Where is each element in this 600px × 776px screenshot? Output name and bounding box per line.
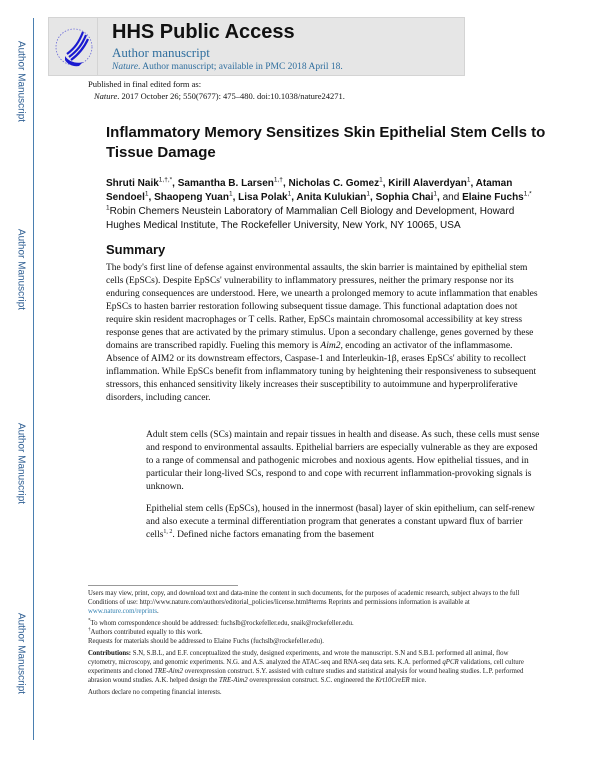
author-affiliation-mark: 1 bbox=[433, 190, 438, 198]
author-affiliation-mark: 1 bbox=[379, 176, 383, 184]
author-affiliation-mark: 1,†,* bbox=[158, 176, 173, 184]
abstract: The body's first line of defense against environmental assaults, the skin barrier is maintained by epithelial stem cells (EpSCs). Despite EpSCs' vulnerability to inflammatory pressures, neither the primary response nor its enduring consequences are understood. Here, we unearth a prolonged memory to acute inflammation that enables EpSCs to hasten barrier restoration following subsequent tissue damage. This functional adaptation does not require skin resident macrophages or T cells. Rather, EpSCs maintain chromosomal accessibility at key stress response genes that are activated by the primary stimulus. Upon a secondary challenge, genes governed by these domains are transcribed rapidly. Fueling this memory is Aim2, encoding an activator of the inflammasome. Absence of AIM2 or its downstream effectors, Caspase-1 and Interleukin-1β, erases EpSCs' ability to recollect inflammation. While EpSCs benefit from inflammatory tuning by heightening their responsiveness to subsequent stressors, this enhanced sensitivity likely increases their susceptibility to autoimmune and hyperproliferative disorders, including cancer. bbox=[106, 263, 538, 403]
requests-note: Requests for materials should be addressed to Elaine Fuchs (fuchslb@rockefeller.edu). bbox=[88, 638, 324, 645]
summary-heading: Summary bbox=[106, 242, 166, 257]
reprints-link[interactable]: www.nature.com/reprints bbox=[88, 608, 158, 615]
body-paragraph: Epithelial stem cells (EpSCs), housed in the innermost (basal) layer of skin epithelium, can self-renew and also execute a terminal differentiation program that generates a constant upward flux of barrier cells$^{1, 2}$. Defined niche factors emanating from the basement bbox=[146, 504, 535, 540]
hhs-eagle-logo-icon bbox=[49, 18, 98, 75]
author-affiliation-mark: 1 bbox=[366, 190, 371, 198]
hhs-header bbox=[48, 17, 465, 76]
author-name: Lisa Polak bbox=[238, 191, 288, 203]
author-name: Kirill Alaverdyan bbox=[388, 178, 467, 189]
availability bbox=[112, 62, 343, 72]
author-name: Nicholas C. Gomez bbox=[288, 178, 380, 189]
author-name: Shruti Naik bbox=[106, 178, 159, 189]
published-info bbox=[88, 78, 345, 102]
author-name: Anita Kulukian bbox=[296, 191, 367, 203]
footnote-divider bbox=[88, 585, 238, 586]
affiliation-text: Robin Chemers Neustein Laboratory of Mammalian Cell Biology and Development, Howard Hughes Medical Institute, The Rockefeller University, New York, NY 10065, USA bbox=[106, 206, 515, 231]
side-label-author-manuscript: Author Manuscript bbox=[15, 40, 27, 123]
author-affiliation-mark: 1,* bbox=[523, 190, 532, 198]
author-name: Ataman Sendoel bbox=[106, 178, 513, 203]
citation bbox=[88, 90, 345, 102]
author-name: Sophia Chai bbox=[375, 191, 434, 203]
affiliation bbox=[106, 205, 546, 232]
author-list: Shruti Naik$^{1,\dagger,*}$, Samantha B. Larsen$^{1,\dagger}$, Nicholas C. Gomez$^1$, Kirill Alaverdyan$^1$, Ataman Sendoel$^1$, Shaopeng Yuan$^1$, Lisa Polak$^1$, Anita Kulukian$^1$, Sophia Chai$^1$, and Elaine Fuchs$^{1,*}$ bbox=[106, 176, 532, 203]
author-affiliation-mark: 1 bbox=[228, 190, 233, 198]
side-label-author-manuscript: Author Manuscript bbox=[15, 612, 27, 695]
author-affiliation-mark: 1 bbox=[144, 190, 149, 198]
manuscript-type: Author manuscript bbox=[112, 45, 210, 60]
paper-title: Inflammatory Memory Sensitizes Skin Epithelial Stem Cells to Tissue Damage bbox=[106, 124, 546, 161]
footnotes bbox=[88, 589, 534, 700]
author-affiliation-mark: 1 bbox=[287, 190, 292, 198]
competing-interests-note: Authors declare no competing financial interests. bbox=[88, 689, 222, 696]
authors-and: and bbox=[442, 191, 460, 203]
journal-name: Nature bbox=[94, 91, 118, 101]
author-name: Samantha B. Larsen bbox=[177, 178, 274, 189]
terms-of-use-note: Users may view, print, copy, and download text and data-mine the content in such documents, for the purposes of academic research, subject always to the full Conditions of use: http://www.nature.com/authors/editorial_policies/license.html#terms Reprints and permissions information is available at www.nature.com/reprints. bbox=[88, 590, 520, 615]
side-label-author-manuscript: Author Manuscript bbox=[15, 228, 27, 311]
author-affiliation-mark: 1,† bbox=[273, 176, 283, 184]
author-name: Shaopeng Yuan bbox=[154, 191, 229, 203]
author-name: Elaine Fuchs bbox=[462, 191, 524, 203]
hhs-title: HHS Public Access bbox=[112, 21, 295, 43]
side-label-author-manuscript: Author Manuscript bbox=[15, 422, 27, 505]
journal-name: Nature bbox=[112, 62, 139, 72]
author-affiliation-mark: 1 bbox=[466, 176, 471, 184]
body-paragraph: Adult stem cells (SCs) maintain and repair tissues in health and disease. As such, these cells must sense and respond to environmental assaults. Epithelial barriers are especially vulnerable as they are exposed to a range of commensal and pathogenic microbes and noxious agents. How epithelial tissues, and in particular their long-lived SCs, respond to and cope with recurrent inflammation-provoking signals is unknown. bbox=[146, 430, 540, 492]
equal-contribution-note: †Authors contributed equally to this work. bbox=[88, 627, 203, 636]
citation-text: . 2017 October 26; 550(7677): 475–480. doi:10.1038/nature24271. bbox=[117, 91, 345, 101]
margin-rule bbox=[33, 18, 34, 740]
correspondence-notes bbox=[88, 619, 534, 646]
affiliation-mark: 1 bbox=[106, 204, 110, 212]
correspondence-note: *To whom correspondence should be addressed: fuchslb@rockefeller.edu, snaik@rockefeller.edu. bbox=[88, 618, 354, 627]
main-column bbox=[106, 123, 546, 542]
published-label: Published in final edited form as: bbox=[88, 79, 202, 89]
contributions-note: Contributions: S.N, S.B.L, and E.F. conceptualized the study, designed experiments, and wrote the manuscript. S.N and S.B.L performed all animal, flow cytometry, microscopy, and genomic experiments. N.G. and A.S. analyzed the ATAC-seq and RNA-seq data sets. K.A. performed qPCR validations, cell culture experiments and cloned TRE-Aim2 overexpression construct. S.Y. assisted with culture studies and statistical analysis for wound healing studies. L.P. performed abrasion wound studies. A.K. helped design the TRE-Aim2 overexpression construct. S.C. engineered the Krt10CreER mice. bbox=[88, 650, 524, 684]
availability-text: . Author manuscript; available in PMC 2018 April 18. bbox=[138, 62, 343, 72]
